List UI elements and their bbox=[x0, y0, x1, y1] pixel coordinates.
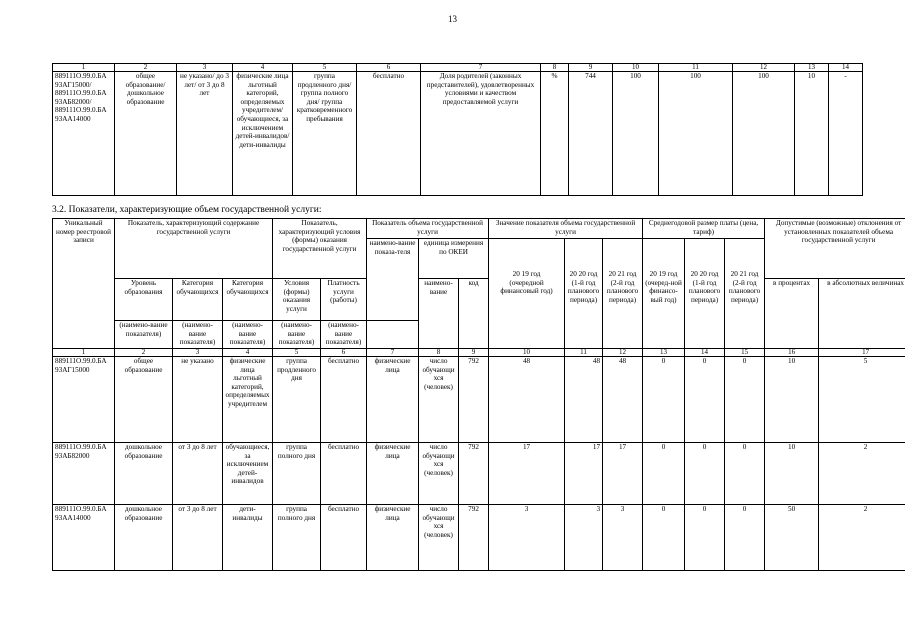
table-cell: 5 bbox=[819, 357, 905, 443]
header-name-note: (наимено-вание показателя) bbox=[273, 321, 321, 349]
col-num: 2 bbox=[115, 64, 177, 72]
header-absolute: в абсолютных величинах bbox=[819, 279, 905, 349]
table-cell: от 3 до 8 лет bbox=[173, 443, 223, 505]
table-cell: 0 bbox=[725, 357, 765, 443]
table-cell: % bbox=[541, 72, 569, 196]
header-price-1-desc: (очеред-ной финансо-вый год) bbox=[643, 279, 685, 349]
header-conditions: Показатель, характеризующий условия (формы) оказания государственной услуги bbox=[273, 219, 367, 279]
table-cell: группа полного дня bbox=[273, 443, 321, 505]
col-num: 4 bbox=[223, 349, 273, 357]
table-cell: 0 bbox=[643, 357, 685, 443]
header-subcol-3: Категория обучающихся bbox=[223, 279, 273, 321]
table-row bbox=[53, 72, 863, 196]
table-cell: 0 bbox=[725, 505, 765, 571]
table-cell: общее образование/ дошкольное образование bbox=[115, 72, 177, 196]
col-num: 3 bbox=[177, 64, 233, 72]
header-unit: единица измерения по ОКЕИ bbox=[419, 239, 489, 279]
table-cell: физические лица bbox=[367, 505, 419, 571]
table-cell: 0 bbox=[685, 357, 725, 443]
table-cell: дошкольное образование bbox=[115, 505, 173, 571]
header-unique-number: Уникальный номер реестровой записи bbox=[53, 219, 115, 349]
table-cell: физические лица льготный категорий, определяемых учредителем bbox=[223, 357, 273, 443]
header-unit-code: код bbox=[459, 279, 489, 349]
table-cell: 0 bbox=[685, 443, 725, 505]
col-num: 8 bbox=[541, 64, 569, 72]
col-num: 10 bbox=[613, 64, 659, 72]
table-cell: 48 bbox=[603, 357, 643, 443]
table-cell: число обучающихся (человек) bbox=[419, 357, 459, 443]
col-num: 10 bbox=[489, 349, 565, 357]
header-subcol-4: Условия (формы) оказания услуги bbox=[273, 279, 321, 321]
col-num: 17 bbox=[819, 349, 905, 357]
header-year-1: 20 19 год bbox=[489, 239, 565, 279]
col-num: 14 bbox=[685, 349, 725, 357]
table-cell: 3 bbox=[603, 505, 643, 571]
col-num: 12 bbox=[603, 349, 643, 357]
table-cell: 48 bbox=[565, 357, 603, 443]
table-cell: 17 bbox=[489, 443, 565, 505]
table-cell: 744 bbox=[569, 72, 613, 196]
table-cell: группа продленного дня/ группа полного дня/ группа кратковременного пребывания bbox=[293, 72, 357, 196]
table-cell: число обучающихся (человек) bbox=[419, 443, 459, 505]
header-year-2: 20 20 год bbox=[565, 239, 603, 279]
header-subcol-1: Уровень образования bbox=[115, 279, 173, 321]
table-cell: бесплатно bbox=[357, 72, 421, 196]
table-cell: 0 bbox=[643, 443, 685, 505]
col-num: 13 bbox=[795, 64, 829, 72]
volume-indicator-table bbox=[52, 218, 905, 571]
table-cell: 10 bbox=[795, 72, 829, 196]
table-cell: физические лица bbox=[367, 443, 419, 505]
table-cell: не указано bbox=[173, 357, 223, 443]
table-cell: физические лица bbox=[367, 357, 419, 443]
table-cell: 0 bbox=[643, 505, 685, 571]
registry-number: 889111О.99.0.БА 93АБ82000 bbox=[53, 443, 115, 505]
table-cell: 17 bbox=[603, 443, 643, 505]
table-cell: 0 bbox=[725, 443, 765, 505]
registry-number: 889111О.99.0.БА 93АГ15000 bbox=[53, 357, 115, 443]
col-num: 8 bbox=[419, 349, 459, 357]
table-row bbox=[53, 505, 905, 571]
table-cell: 792 bbox=[459, 505, 489, 571]
header-year-2-desc: (1-й год планового периода) bbox=[565, 279, 603, 349]
header-price-year-3: 20 21 год bbox=[725, 239, 765, 279]
table-cell: 100 bbox=[659, 72, 733, 196]
col-num: 16 bbox=[765, 349, 819, 357]
header-name-note: (наимено-вание показателя) bbox=[115, 321, 173, 349]
page-number: 13 bbox=[448, 14, 457, 24]
table-cell: 10 bbox=[765, 443, 819, 505]
header-subcol-5: Платность услуги (работы) bbox=[321, 279, 367, 321]
header-volume: Показатель объема государственной услуги bbox=[367, 219, 489, 239]
header-name-note: (наимено-вание показателя) bbox=[173, 321, 223, 349]
quality-indicator-table bbox=[52, 63, 863, 196]
table-cell: 2 bbox=[819, 443, 905, 505]
registry-number: 889111О.99.0.БА 93АГ15000/ 889111О.99.0.БА 93АБ82000/ 889111О.99.0.БА 93АА14000 bbox=[53, 72, 115, 196]
col-num: 1 bbox=[53, 349, 115, 357]
section-title: 3.2. Показатели, характеризующие объем государственной услуги: bbox=[52, 205, 322, 215]
header-year-1-desc: (очередной финансовый год) bbox=[489, 279, 565, 349]
registry-number: 889111О.99.0.БА 93АА14000 bbox=[53, 505, 115, 571]
table-cell: бесплатно bbox=[321, 505, 367, 571]
header-value: Значение показателя объема государственной услуги bbox=[489, 219, 643, 239]
col-num: 14 bbox=[829, 64, 863, 72]
header-year-3: 20 21 год bbox=[603, 239, 643, 279]
table-cell: число обучающихся (человек) bbox=[419, 505, 459, 571]
col-num: 5 bbox=[293, 64, 357, 72]
header-percent: в процентах bbox=[765, 279, 819, 349]
col-num: 1 bbox=[53, 64, 115, 72]
header-content: Показатель, характеризующий содержание государственной услуги bbox=[115, 219, 273, 279]
table-cell: дети-инвалиды bbox=[223, 505, 273, 571]
table-cell: 50 bbox=[765, 505, 819, 571]
col-num: 2 bbox=[115, 349, 173, 357]
table-cell: 100 bbox=[733, 72, 795, 196]
col-num: 4 bbox=[233, 64, 293, 72]
table-cell: дошкольное образование bbox=[115, 443, 173, 505]
table-cell: 0 bbox=[685, 505, 725, 571]
column-numbers-row bbox=[53, 349, 905, 357]
col-num: 7 bbox=[421, 64, 541, 72]
col-num: 3 bbox=[173, 349, 223, 357]
header-price-3-desc: (2-й год планового периода) bbox=[725, 279, 765, 349]
header-price-year-1: 20 19 год bbox=[643, 239, 685, 279]
table-cell: бесплатно bbox=[321, 357, 367, 443]
table-cell: не указано/ до 3 лет/ от 3 до 8 лет bbox=[177, 72, 233, 196]
header-unit-name: наимено-вание bbox=[419, 279, 459, 349]
col-num: 7 bbox=[367, 349, 419, 357]
table-cell: 17 bbox=[565, 443, 603, 505]
col-num: 13 bbox=[643, 349, 685, 357]
col-num: 11 bbox=[659, 64, 733, 72]
table-cell: от 3 до 8 лет bbox=[173, 505, 223, 571]
table-cell: 2 bbox=[819, 505, 905, 571]
header-year-3-desc: (2-й год планового периода) bbox=[603, 279, 643, 349]
column-numbers-row bbox=[53, 64, 863, 72]
header-price: Среднегодовой размер платы (цена, тариф) bbox=[643, 219, 765, 239]
table-cell: бесплатно bbox=[321, 443, 367, 505]
table-cell: 792 bbox=[459, 357, 489, 443]
table-cell: 10 bbox=[765, 357, 819, 443]
table-cell: 100 bbox=[613, 72, 659, 196]
header-name-note: (наимено-вание показателя) bbox=[223, 321, 273, 349]
col-num: 9 bbox=[459, 349, 489, 357]
table-cell: общее образование bbox=[115, 357, 173, 443]
table-cell: 792 bbox=[459, 443, 489, 505]
header-price-year-2: 20 20 год bbox=[685, 239, 725, 279]
table-cell: группа полного дня bbox=[273, 505, 321, 571]
col-num: 15 bbox=[725, 349, 765, 357]
col-num: 11 bbox=[565, 349, 603, 357]
table-cell: 3 bbox=[489, 505, 565, 571]
header-row bbox=[53, 279, 905, 321]
table-cell: 48 bbox=[489, 357, 565, 443]
col-num: 6 bbox=[357, 64, 421, 72]
table-row bbox=[53, 357, 905, 443]
table-cell: группа продленного дня bbox=[273, 357, 321, 443]
table-row bbox=[53, 443, 905, 505]
header-row bbox=[53, 219, 905, 239]
table-cell: 3 bbox=[565, 505, 603, 571]
header-subcol-2: Категория обучающихся bbox=[173, 279, 223, 321]
col-num: 12 bbox=[733, 64, 795, 72]
table-cell: физические лица льготный категорий, определяемых учредителем/ обучающиеся, за исключением детей-инвалидов/ дети-инвалиды bbox=[233, 72, 293, 196]
table-cell: обучающиеся, за исключением детей-инвалидов bbox=[223, 443, 273, 505]
header-deviation: Допустимые (возможные) отклонения от установленных показателей объема государственной услуги bbox=[765, 219, 905, 279]
header-name-note: (наимено-вание показателя) bbox=[321, 321, 367, 349]
col-num: 6 bbox=[321, 349, 367, 357]
col-num: 9 bbox=[569, 64, 613, 72]
table-cell: Доля родителей (законных представителей), удовлетворенных условиями и качеством предоставляемой услуги bbox=[421, 72, 541, 196]
header-price-2-desc: (1-й год планового периода) bbox=[685, 279, 725, 349]
header-indicator-name: наимено-вание показа-теля bbox=[367, 239, 419, 321]
col-num: 5 bbox=[273, 349, 321, 357]
table-cell: - bbox=[829, 72, 863, 196]
